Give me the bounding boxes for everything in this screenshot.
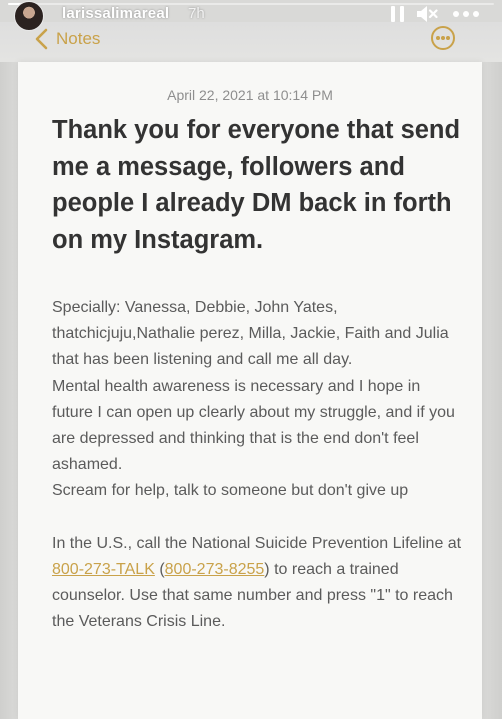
notes-back-button[interactable]: Notes <box>56 29 101 48</box>
note-paragraph: Scream for help, talk to someone but don't give up <box>52 482 409 500</box>
speaker-muted-icon[interactable] <box>416 4 438 24</box>
paragraph-spacer <box>52 505 462 531</box>
phone-link-talk[interactable]: 800-273-TALK <box>52 560 155 578</box>
avatar[interactable] <box>14 1 44 31</box>
story-timestamp: 7h <box>188 5 205 22</box>
note-body <box>52 295 462 635</box>
note-date: April 22, 2021 at 10:14 PM <box>167 87 333 103</box>
note-paragraph: Specially: Vanessa, Debbie, John Yates, thatchicjuju,Nathalie perez, Milla, Jackie, Faith and Julia that has been listening and call me all day. <box>52 299 449 369</box>
story-username[interactable]: larissalimareal <box>62 5 170 22</box>
right-gutter <box>482 62 502 719</box>
note-paragraph: Mental health awareness is necessary and I hope in future I can open up clearly about my struggle, and if you are depressed and thinking that is the end don't feel ashamed. <box>52 377 455 474</box>
story-header <box>0 0 502 36</box>
pause-icon[interactable] <box>391 6 405 22</box>
hotline-text: ( <box>154 560 165 578</box>
note-content <box>18 62 482 719</box>
hotline-prefix: In the U.S., call the National Suicide Prevention Lifeline at <box>52 534 462 552</box>
left-gutter <box>0 62 18 719</box>
more-dots-icon[interactable] <box>453 11 479 17</box>
hotline-paragraph <box>52 531 462 636</box>
hotline-text: ) to reach a trained counselor. Use that same number and press "1" to reach the Veterans Crisis Line. <box>52 560 453 631</box>
note-title: Thank you for everyone that send me a message, followers and people I already DM back in forth on my Instagram. <box>52 116 461 254</box>
phone-link-number[interactable]: 800-273-8255 <box>164 560 265 578</box>
